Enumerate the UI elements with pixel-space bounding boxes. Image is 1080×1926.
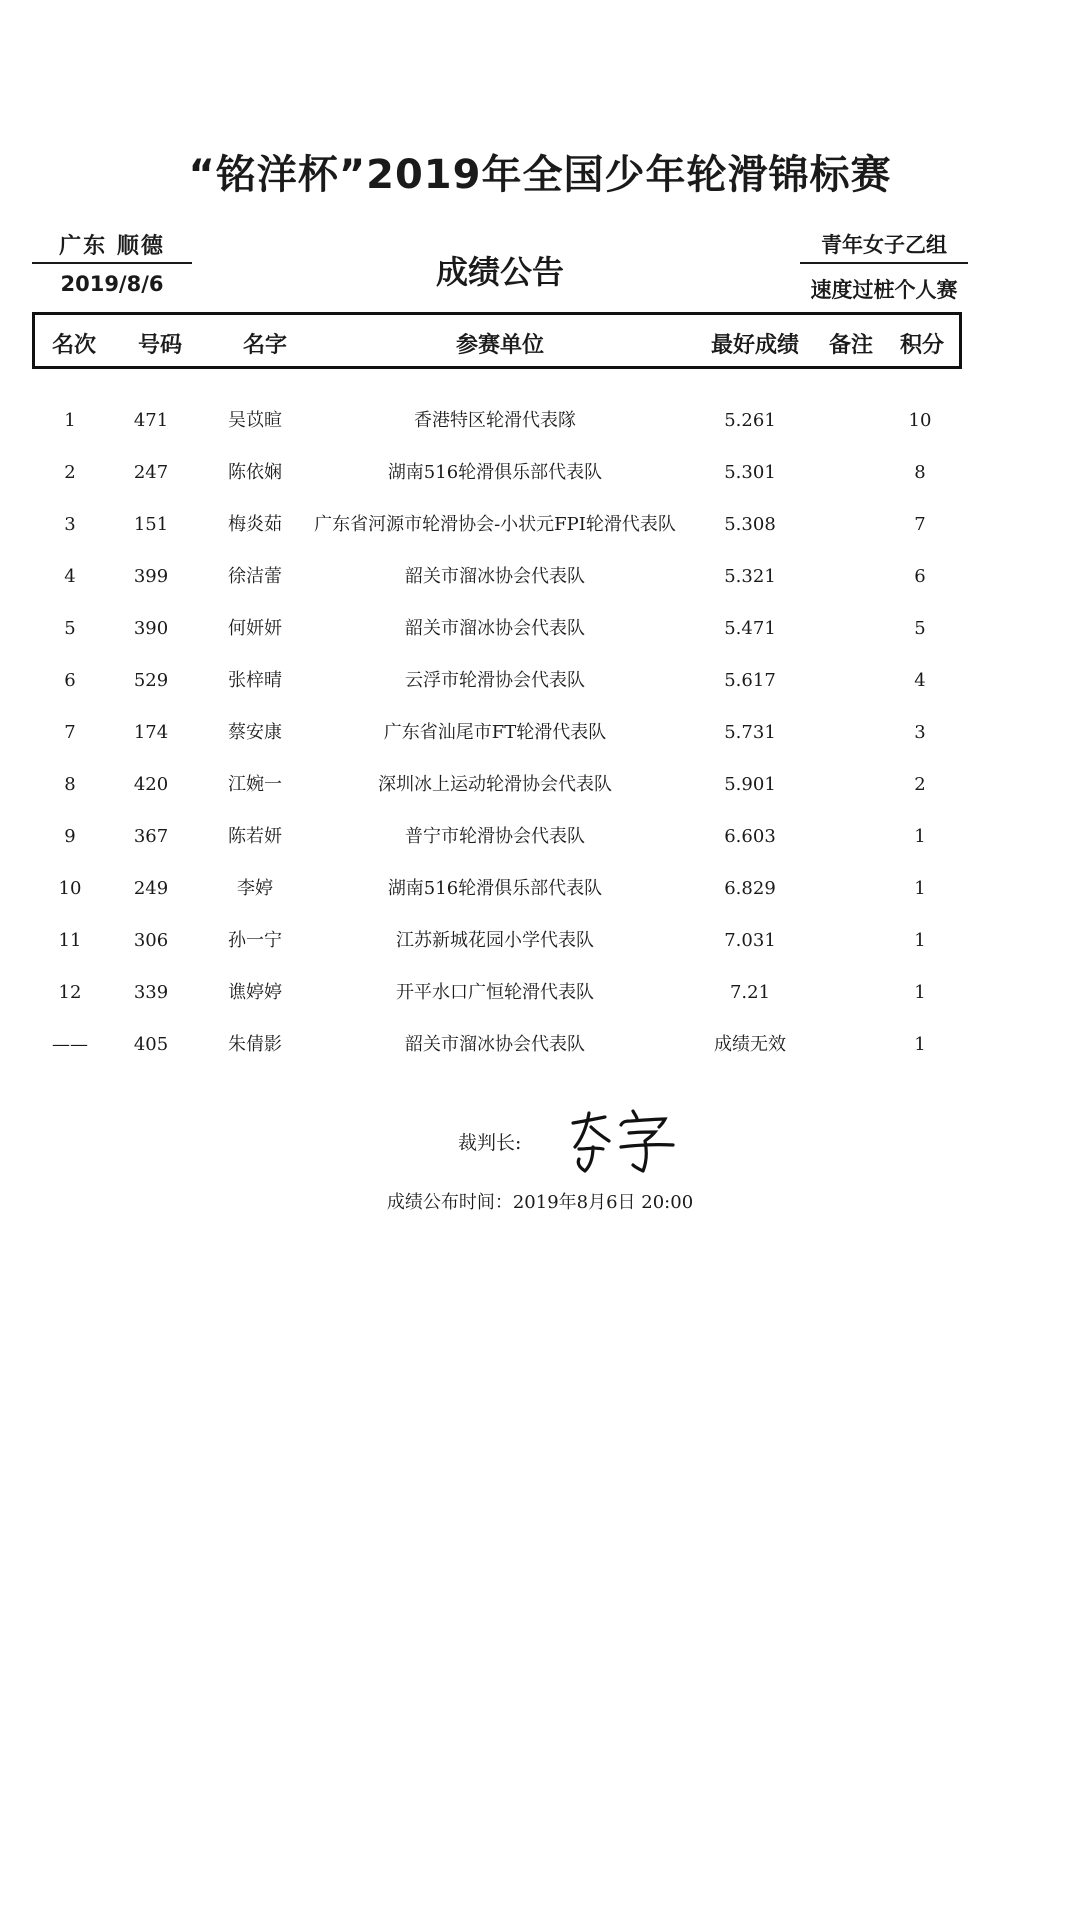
remark-cell xyxy=(800,447,890,499)
rank-cell: 10 xyxy=(58,878,82,899)
best-cell: 5.321 xyxy=(724,566,776,587)
unit-cell: 湖南516轮滑俱乐部代表队 xyxy=(387,462,603,483)
table-row xyxy=(0,707,1080,759)
points-cell: 1 xyxy=(914,826,926,847)
unit-cell: 普宁市轮滑协会代表队 xyxy=(405,826,585,847)
best-cell: 5.901 xyxy=(724,774,776,795)
unit-cell: 江苏新城花园小学代表队 xyxy=(396,930,594,951)
best-cell: 6.829 xyxy=(724,878,776,899)
remark-cell xyxy=(800,707,890,759)
name-cell: 江婉一 xyxy=(228,774,282,795)
name-cell: 陈依娴 xyxy=(228,462,282,483)
bib-cell: 151 xyxy=(133,514,169,535)
remark-cell xyxy=(800,655,890,707)
unit-cell: 云浮市轮滑协会代表队 xyxy=(405,670,585,691)
col-unit: 参赛单位 xyxy=(455,333,544,358)
points-cell: 1 xyxy=(914,1034,926,1055)
name-cell: 李婷 xyxy=(237,878,273,899)
name-cell: 何妍妍 xyxy=(228,618,282,639)
remark-cell xyxy=(800,499,890,551)
points-cell: 2 xyxy=(914,774,926,795)
remark-cell xyxy=(800,1019,890,1071)
bib-cell: 249 xyxy=(133,878,169,899)
name-cell: 朱倩影 xyxy=(228,1034,282,1055)
signature-image xyxy=(565,1105,685,1175)
col-remark: 备注 xyxy=(828,333,873,358)
event-date: 2019/8/6 xyxy=(60,272,164,296)
table-header xyxy=(32,312,962,369)
points-cell: 10 xyxy=(908,410,932,431)
rank-cell: 1 xyxy=(64,410,76,431)
table-row xyxy=(0,499,1080,551)
remark-cell xyxy=(800,811,890,863)
table-row xyxy=(0,1019,1080,1071)
bib-cell: 339 xyxy=(133,982,169,1003)
rank-cell: 2 xyxy=(64,462,76,483)
best-cell: 5.731 xyxy=(724,722,776,743)
remark-cell xyxy=(800,551,890,603)
remark-cell xyxy=(800,759,890,811)
table-row xyxy=(0,655,1080,707)
rank-cell: 3 xyxy=(64,514,76,535)
rank-cell: —— xyxy=(52,1034,88,1055)
points-cell: 7 xyxy=(914,514,926,535)
venue: 广东 顺德 xyxy=(59,234,165,259)
col-bib: 号码 xyxy=(137,333,182,358)
unit-cell: 广东省河源市轮滑协会-小状元FPI轮滑代表队 xyxy=(314,514,676,535)
table-row xyxy=(0,967,1080,1019)
remark-cell xyxy=(800,967,890,1019)
table-row xyxy=(0,811,1080,863)
unit-cell: 韶关市溜冰协会代表队 xyxy=(405,618,585,639)
best-cell: 6.603 xyxy=(724,826,776,847)
rank-cell: 7 xyxy=(64,722,76,743)
divider xyxy=(800,262,968,264)
rank-cell: 9 xyxy=(64,826,76,847)
unit-cell: 韶关市溜冰协会代表队 xyxy=(405,566,585,587)
bib-cell: 529 xyxy=(133,670,169,691)
table-row xyxy=(0,447,1080,499)
points-cell: 5 xyxy=(914,618,926,639)
remark-cell xyxy=(800,395,890,447)
table-row xyxy=(0,915,1080,967)
rank-cell: 8 xyxy=(64,774,76,795)
unit-cell: 深圳冰上运动轮滑协会代表队 xyxy=(378,774,612,795)
points-cell: 1 xyxy=(914,982,926,1003)
remark-cell xyxy=(800,915,890,967)
unit-cell: 开平水口广恒轮滑代表队 xyxy=(396,982,594,1003)
best-cell: 7.031 xyxy=(724,930,776,951)
unit-cell: 香港特区轮滑代表隊 xyxy=(414,410,576,431)
bib-cell: 399 xyxy=(133,566,169,587)
bib-cell: 390 xyxy=(133,618,169,639)
col-rank: 名次 xyxy=(51,333,96,358)
notice-title: 成绩公告 xyxy=(435,253,564,291)
name-cell: 陈若妍 xyxy=(228,826,282,847)
table-row xyxy=(0,759,1080,811)
event-label: 速度过桩个人赛 xyxy=(810,278,958,302)
bib-cell: 247 xyxy=(133,462,169,483)
name-cell: 徐洁蕾 xyxy=(228,566,282,587)
publish-time: 成绩公布时间：2019年8月6日 20:00 xyxy=(386,1192,694,1213)
page-title: “铭洋杯”2019年全国少年轮滑锦标赛 xyxy=(188,152,892,198)
best-cell: 5.301 xyxy=(724,462,776,483)
points-cell: 8 xyxy=(914,462,926,483)
best-cell: 成绩无效 xyxy=(714,1034,786,1055)
name-cell: 蔡安康 xyxy=(228,722,282,743)
col-points: 积分 xyxy=(899,333,944,358)
table-row xyxy=(0,551,1080,603)
table-row xyxy=(0,603,1080,655)
points-cell: 4 xyxy=(914,670,926,691)
name-cell: 吴苡暄 xyxy=(228,410,282,431)
bib-cell: 306 xyxy=(133,930,169,951)
rank-cell: 11 xyxy=(58,930,82,951)
unit-cell: 湖南516轮滑俱乐部代表队 xyxy=(387,878,603,899)
bib-cell: 471 xyxy=(133,410,169,431)
name-cell: 张梓晴 xyxy=(228,670,282,691)
table-row xyxy=(0,395,1080,447)
name-cell: 孙一宁 xyxy=(228,930,282,951)
best-cell: 5.471 xyxy=(724,618,776,639)
points-cell: 3 xyxy=(914,722,926,743)
points-cell: 1 xyxy=(914,930,926,951)
unit-cell: 广东省汕尾市FT轮滑代表队 xyxy=(383,722,607,743)
bib-cell: 367 xyxy=(133,826,169,847)
points-cell: 6 xyxy=(914,566,926,587)
remark-cell xyxy=(800,863,890,915)
table-row xyxy=(0,863,1080,915)
rank-cell: 12 xyxy=(58,982,82,1003)
group-label: 青年女子乙组 xyxy=(821,233,947,257)
bib-cell: 174 xyxy=(133,722,169,743)
remark-cell xyxy=(800,603,890,655)
best-cell: 5.308 xyxy=(724,514,776,535)
rank-cell: 5 xyxy=(64,618,76,639)
col-best: 最好成绩 xyxy=(710,333,799,358)
col-name: 名字 xyxy=(242,333,287,358)
best-cell: 5.617 xyxy=(724,670,776,691)
rank-cell: 6 xyxy=(64,670,76,691)
chief-referee-label: 裁判长: xyxy=(458,1132,522,1154)
bib-cell: 405 xyxy=(133,1034,169,1055)
name-cell: 谯婷婷 xyxy=(228,982,282,1003)
rank-cell: 4 xyxy=(64,566,76,587)
points-cell: 1 xyxy=(914,878,926,899)
bib-cell: 420 xyxy=(133,774,169,795)
best-cell: 5.261 xyxy=(724,410,776,431)
unit-cell: 韶关市溜冰协会代表队 xyxy=(405,1034,585,1055)
best-cell: 7.21 xyxy=(729,982,771,1003)
name-cell: 梅炎茹 xyxy=(228,514,282,535)
